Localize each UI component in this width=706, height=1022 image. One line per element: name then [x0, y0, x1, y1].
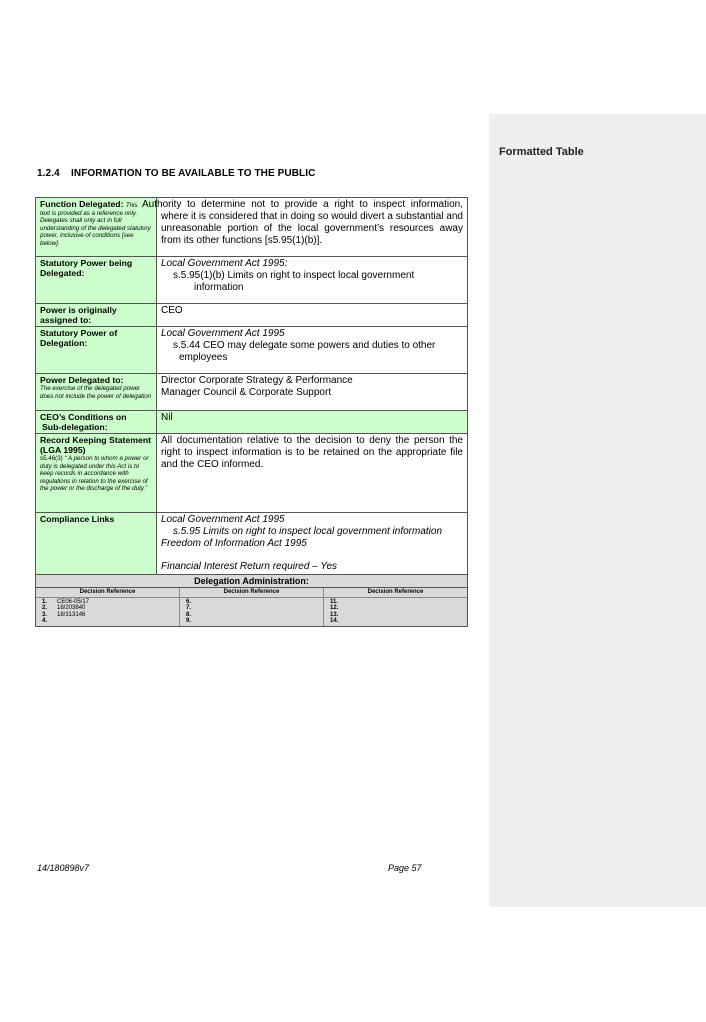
footer-doc-ref: 14/180898v7 — [37, 863, 90, 873]
admin-entry: 7. — [186, 605, 192, 611]
row-assigned — [36, 304, 468, 327]
power-of-delegation-section-cont: employees — [179, 352, 228, 363]
footer-page-number: Page 57 — [388, 863, 422, 873]
power-of-delegation-act: Local Government Act 1995 — [161, 328, 285, 339]
assigned-label: Power is originally assigned to: — [40, 305, 117, 325]
delegated-to-item: Manager Council & Corporate Support — [161, 387, 332, 398]
statutory-power-label-cell — [36, 257, 157, 304]
admin-entry: 1. CE06-05/17 — [42, 598, 90, 605]
admin-title: Delegation Administration: — [36, 575, 468, 588]
compliance-line: Local Government Act 1995 — [161, 514, 285, 525]
admin-entry: 4. — [42, 618, 48, 624]
section-title: INFORMATION TO BE AVAILABLE TO THE PUBLIC — [71, 168, 316, 179]
admin-column — [36, 588, 180, 626]
admin-entry: 11. — [329, 598, 338, 605]
conditions-value: Nil — [157, 411, 468, 434]
function-value: Authority to determine not to provide a right to inspect information, where it is considered that in doing so would divert a substantial and unreasonable portion of the local government’s resources away from its other functions [s5.95(1)(b)]. — [157, 198, 468, 257]
power-of-delegation-section: s.5.44 CEO may delegate some powers and duties to other — [173, 340, 436, 351]
admin-column-header: Decision Reference — [324, 588, 467, 598]
section-heading — [37, 168, 315, 179]
admin-entry: 8. — [186, 611, 192, 618]
power-of-delegation-label-cell — [36, 327, 157, 374]
row-function — [36, 198, 468, 257]
decision-reference: 18/203840 — [57, 605, 86, 611]
compliance-line: Financial Interest Return required – Yes — [161, 561, 338, 572]
power-of-delegation-value — [157, 327, 468, 374]
record-keeping-value: All documentation relative to the decision to deny the person the right to inspect information is to be retained on the appropriate file and the CEO informed. — [157, 434, 468, 513]
delegation-table — [35, 197, 468, 627]
record-keeping-label: Record Keeping Statement (LGA 1995) — [40, 435, 152, 455]
admin-entry: 9. — [186, 618, 192, 624]
admin-column — [180, 588, 324, 626]
decision-reference: CE06-05/17 — [57, 598, 90, 605]
compliance-value — [157, 513, 468, 575]
assigned-label-cell — [36, 304, 157, 327]
row-statutory-power — [36, 257, 468, 304]
admin-table — [36, 588, 467, 626]
record-keeping-note: “ A person to whom a power or duty is delegated under this Act is to keep records in accordance with regulations in relation to the exercise of the power or the discharge of the duty.” — [40, 455, 149, 493]
statutory-power-value — [157, 257, 468, 304]
conditions-label-2: Sub-delegation: — [42, 422, 108, 432]
admin-column — [323, 588, 467, 626]
row-admin-header — [36, 575, 468, 588]
function-note-inline: This — [125, 202, 138, 209]
delegated-to-label: Power Delegated to: — [40, 375, 124, 385]
admin-entry: 13. — [329, 611, 339, 618]
admin-column-header: Decision Reference — [180, 588, 323, 598]
statutory-power-section-cont: information — [194, 282, 244, 293]
conditions-label: CEO’s Conditions on — [40, 412, 127, 422]
delegated-to-note: The exercise of the delegated power does not include the power of delegation — [40, 385, 152, 400]
function-label: Function Delegated: — [40, 199, 124, 209]
admin-entry: 2. 18/203840 — [42, 605, 86, 611]
admin-column-header: Decision Reference — [36, 588, 179, 598]
admin-entry: 14. — [329, 618, 339, 624]
row-conditions — [36, 411, 468, 434]
comment-pane — [489, 114, 706, 907]
compliance-line — [161, 550, 463, 561]
decision-reference: 18/313146 — [57, 611, 86, 618]
function-note: text is provided as a reference only. Delegates shall only act in full understanding of the delegated statutory power, inclusive of conditions [see below]. — [40, 209, 151, 247]
statutory-power-label: Statutory Power being Delegated: — [40, 258, 133, 278]
compliance-label-cell — [36, 513, 157, 575]
admin-entry: 3. 18/313146 — [42, 611, 86, 618]
row-power-of-delegation — [36, 327, 468, 374]
row-record-keeping — [36, 434, 468, 513]
record-keeping-note-ref: s5.46(3) — [40, 455, 63, 462]
delegated-to-item: Director Corporate Strategy & Performance — [161, 375, 353, 386]
row-delegated-to — [36, 374, 468, 411]
compliance-line: s.5.95 Limits on right to inspect local government information — [173, 526, 443, 537]
compliance-line: Freedom of Information Act 1995 — [161, 538, 307, 549]
assigned-value: CEO — [157, 304, 468, 327]
function-label-cell — [36, 198, 157, 257]
admin-entry: 6. — [186, 598, 192, 605]
admin-entry: 12. — [329, 605, 339, 611]
compliance-label: Compliance Links — [40, 514, 115, 524]
row-compliance — [36, 513, 468, 575]
comment-title: Formatted Table — [499, 146, 584, 158]
delegated-to-label-cell — [36, 374, 157, 411]
conditions-label-cell — [36, 411, 157, 434]
delegated-to-value — [157, 374, 468, 411]
record-keeping-label-cell — [36, 434, 157, 513]
row-admin — [36, 588, 468, 627]
statutory-power-act: Local Government Act 1995: — [161, 258, 288, 269]
statutory-power-section: s.5.95(1)(b) Limits on right to inspect local government — [173, 270, 415, 281]
section-number: 1.2.4 — [37, 168, 60, 179]
power-of-delegation-label: Statutory Power of Delegation: — [40, 328, 118, 348]
